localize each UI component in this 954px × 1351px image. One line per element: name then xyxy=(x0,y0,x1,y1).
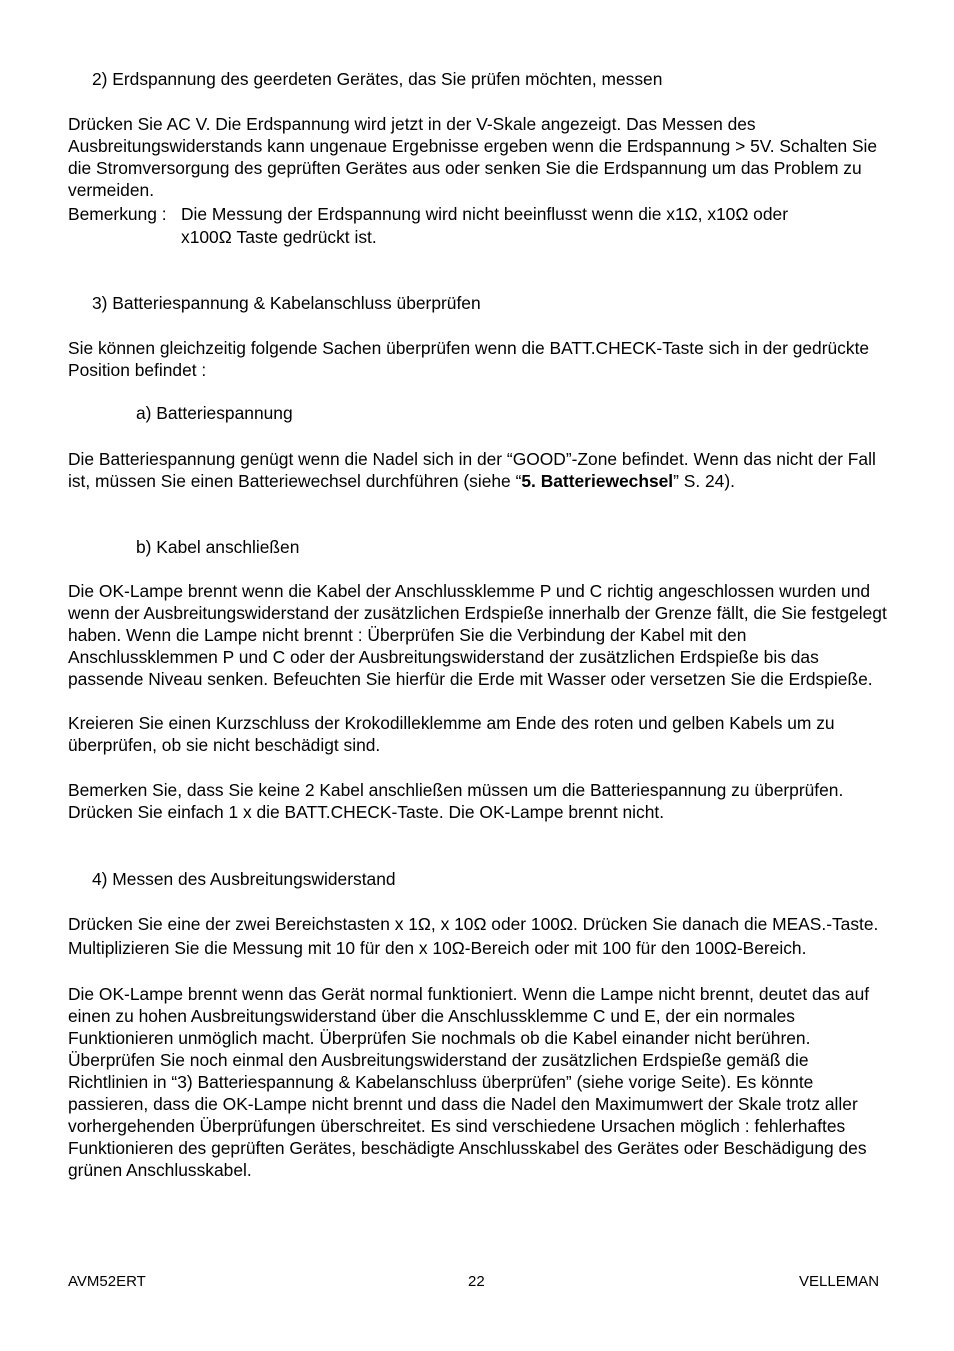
section-4-paragraph-1: Drücken Sie eine der zwei Bereichstasten x 1Ω, x 10Ω oder 100Ω. Drücken Sie danach die MEAS.-Taste. Multiplizieren Sie die Messung mit 10 für den x 10Ω-Bereich oder mit 100 für den 100Ω-Bereich. xyxy=(68,914,879,958)
section-3a-text-post: ” S. 24). xyxy=(673,471,735,491)
section-3a-text-pre: Die Batteriespannung genügt wenn die Nadel sich in der “GOOD”-Zone befindet. Wenn das nicht der Fall ist, müssen Sie einen Batteriewechsel durchführen (siehe “ xyxy=(68,449,876,491)
footer-page-number: 22 xyxy=(468,1273,485,1290)
section-2-heading: 2) Erdspannung des geerdeten Gerätes, das Sie prüfen möchten, messen xyxy=(92,69,663,89)
section-3a-subheading: a) Batteriespannung xyxy=(136,403,293,423)
remark-label: Bemerkung : xyxy=(68,204,167,224)
section-3-heading: 3) Batteriespannung & Kabelanschluss überprüfen xyxy=(92,293,481,313)
section-2-paragraph: Drücken Sie AC V. Die Erdspannung wird jetzt in der V-Skale angezeigt. Das Messen des Ausbreitungswiderstands kann ungenaue Ergebnisse ergeben wenn die Erdspannung > 5V. Schalten Sie die Stromversorgung des geprüften Gerätes aus oder senken Sie die Erdspannung um das Problem zu vermeiden. xyxy=(68,114,878,200)
section-3a-paragraph xyxy=(68,448,888,492)
section-3b-paragraph-3: Bemerken Sie, dass Sie keine 2 Kabel anschließen müssen um die Batteriespannung zu überprüfen. Drücken Sie einfach 1 x die BATT.CHECK-Taste. Die OK-Lampe brennt nicht. xyxy=(68,780,844,822)
remark-line-1: Die Messung der Erdspannung wird nicht beeinflusst wenn die x1Ω, x10Ω oder xyxy=(181,204,788,224)
section-3-intro: Sie können gleichzeitig folgende Sachen überprüfen wenn die BATT.CHECK-Taste sich in der gedrückte Position befindet : xyxy=(68,338,870,380)
remark-line-2: x100Ω Taste gedrückt ist. xyxy=(181,227,377,247)
footer-model: AVM52ERT xyxy=(68,1273,146,1290)
section-4-heading: 4) Messen des Ausbreitungswiderstand xyxy=(92,869,396,889)
footer-brand: VELLEMAN xyxy=(799,1273,880,1290)
section-3b-subheading: b) Kabel anschließen xyxy=(136,537,300,557)
section-3b-paragraph-1: Die OK-Lampe brennt wenn die Kabel der Anschlussklemme P und C richtig angeschlossen wurden und wenn der Ausbreitungswiderstand der zusätzlichen Erdspieße innerhalb der Grenze fällt, die Sie festgelegt haben. Wenn die Lampe nicht brennt : Überprüfen Sie die Verbindung der Kabel mit den Anschlussklemmen P und C oder der Ausbreitungswiderstand der zusätzlichen Erdspieße bis das passende Niveau senken. Befeuchten Sie hierfür die Erde mit Wasser oder versetzen Sie die Erdspieße. xyxy=(68,581,887,689)
section-4-paragraph-2: Die OK-Lampe brennt wenn das Gerät normal funktioniert. Wenn die Lampe nicht brennt, deutet das auf einen zu hohen Ausbreitungswiderstand über die Anschlussklemme C und E, der ein normales Funktionieren unmöglich macht. Überprüfen Sie nochmals ob die Kabel einander nicht berühren. Überprüfen Sie noch einmal den Ausbreitungswiderstand der zusätzlichen Erdspieße gemäß die Richtlinien in “3) Batteriespannung & Kabelanschluss überprüfen” (siehe vorige Seite). Es könnte passieren, dass die OK-Lampe nicht brennt und dass die Nadel den Maximumwert der Skale trotz aller vorhergehenden Überprüfungen überschreitet. Es sind verschiedene Ursachen möglich : fehlerhaftes Funktionieren des geprüften Gerätes, beschädigte Anschlusskabel des Gerätes oder Beschädigung des grünen Anschlusskabel. xyxy=(68,984,870,1180)
battery-change-reference: 5. Batteriewechsel xyxy=(521,471,674,491)
section-3b-paragraph-2: Kreieren Sie einen Kurzschluss der Krokodilleklemme am Ende des roten und gelben Kabels um zu überprüfen, ob sie nicht beschädigt sind. xyxy=(68,713,835,755)
